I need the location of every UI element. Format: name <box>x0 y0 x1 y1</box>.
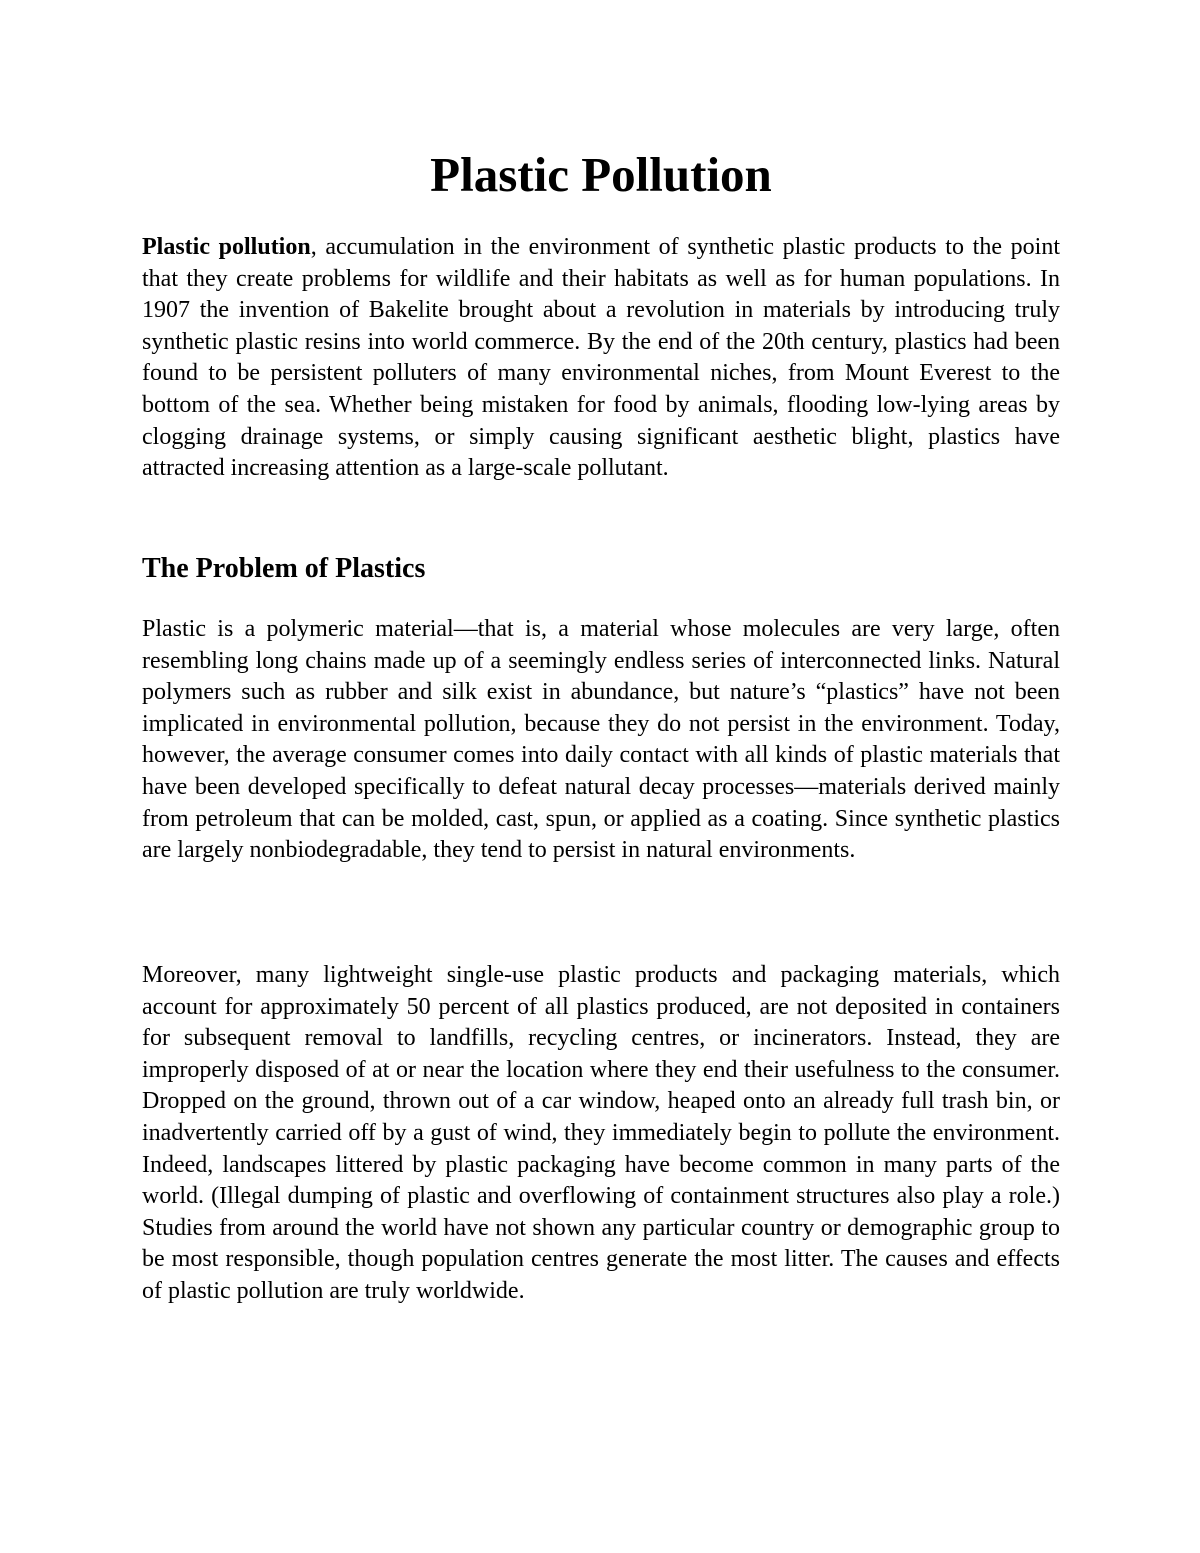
intro-text: , accumulation in the environment of synthetic plastic products to the point that they create problems for wildlife and their habitats as well as for human populations. In 1907 the invention of Bakelite brought about a revolution in materials by introducing truly synthetic plastic resins into world commerce. By the end of the 20th century, plastics had been found to be persistent polluters of many environmental niches, from Mount Everest to the bottom of the sea. Whether being mistaken for food by animals, flooding low-lying areas by clogging drainage systems, or simply causing significant aesthetic blight, plastics have attracted increasing attention as a large-scale pollutant. <box>142 234 1060 482</box>
intro-term: Plastic pollution <box>142 234 311 260</box>
body-paragraph-1: Plastic is a polymeric material—that is, a material whose molecules are very large, often resembling long chains made up of a seemingly endless series of interconnected links. Natural polymers such as rubber and silk exist in abundance, but nature’s “plastics” have not been implicated in environmental pollution, because they do not persist in the environment. Today, however, the average consumer comes into daily contact with all kinds of plastic materials that have been developed specifically to defeat natural decay processes—materials derived mainly from petroleum that can be molded, cast, spun, or applied as a coating. Since synthetic plastics are largely nonbiodegradable, they tend to persist in natural environments. <box>142 616 1060 864</box>
intro-paragraph <box>142 232 1060 485</box>
section-heading: The Problem of Plastics <box>142 553 426 584</box>
document-title: Plastic Pollution <box>430 147 772 202</box>
body-paragraph-2: Moreover, many lightweight single-use plastic products and packaging materials, which account for approximately 50 percent of all plastics produced, are not deposited in containers for subsequent removal to landfills, recycling centres, or incinerators. Instead, they are improperly disposed of at or near the location where they end their usefulness to the consumer. Dropped on the ground, thrown out of a car window, heaped onto an already full trash bin, or inadvertently carried off by a gust of wind, they immediately begin to pollute the environment. Indeed, landscapes littered by plastic packaging have become common in many parts of the world. (Illegal dumping of plastic and overflowing of containment structures also play a role.) Studies from around the world have not shown any particular country or demographic group to be most responsible, though population centres generate the most litter. The causes and effects of plastic pollution are truly worldwide. <box>142 962 1060 1304</box>
